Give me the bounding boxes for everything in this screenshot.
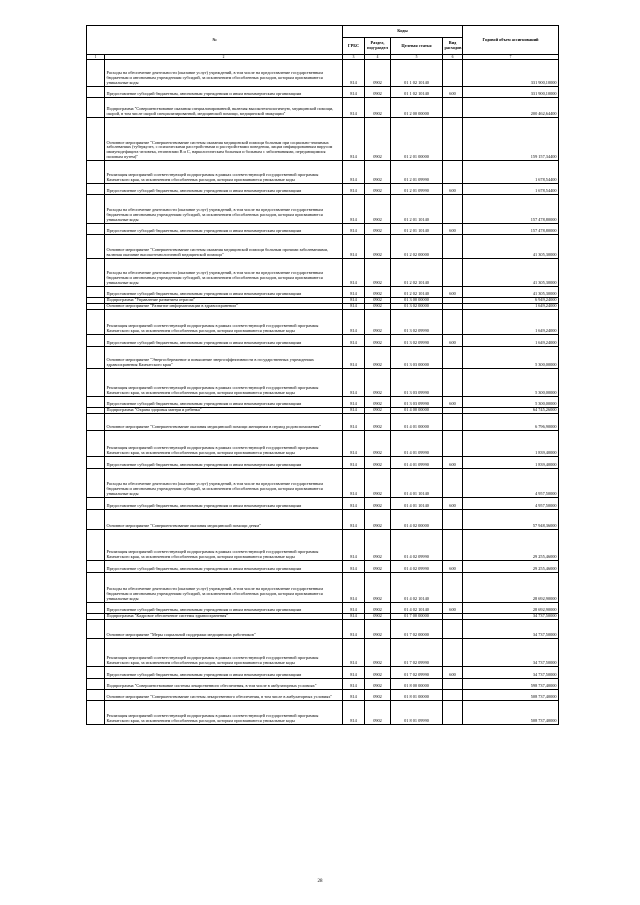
table-row [87, 98, 559, 118]
cell-amount: 331 900,10000 [463, 87, 559, 98]
cell-target-article: 01 4 01 00000 [391, 414, 443, 431]
cell-description: Расходы на обеспечение деятельности (оказание услуг) учреждений, в том числе на предоставление государственным бюджетным и автономным учреждениям субсидий, за исключением обособленных расходов, которым присваиваются уникальные коды [105, 259, 343, 287]
cell-expense-type [443, 369, 463, 397]
cell-target-article: 01 1 02 10140 [391, 87, 443, 98]
cell-grbs: 814 [343, 347, 365, 369]
cell-amount: 1 678,54400 [463, 161, 559, 184]
column-number: 5 [391, 55, 443, 60]
cell-amount: 34 737,50000 [463, 614, 559, 620]
cell-section: 0902 [365, 701, 391, 725]
cell-description: Предоставление субсидий бюджетным, автономным учреждениям и иным некоммерческим организациям [105, 603, 343, 614]
budget-table [86, 25, 559, 725]
cell-number [87, 469, 105, 498]
cell-grbs: 814 [343, 224, 365, 235]
table-row [87, 690, 559, 701]
table-row [87, 457, 559, 469]
cell-target-article: 01 7 02 00000 [391, 620, 443, 639]
cell-section: 0902 [365, 457, 391, 469]
cell-number [87, 287, 105, 298]
cell-amount: 508 737,40000 [463, 690, 559, 701]
cell-expense-type: 600 [443, 184, 463, 195]
cell-description: Реализация мероприятий соответствующей подпрограммы в рамках соответствующей государственной программы Камчатского края, за исключением обособленных расходов, которым присваиваются уникальные коды [105, 161, 343, 184]
table-row [87, 184, 559, 195]
cell-expense-type [443, 510, 463, 530]
cell-amount: 5 300,00000 [463, 397, 559, 408]
cell-description: Основное мероприятие "Совершенствование системы лекарственного обеспечения, в том числе в амбулаторных условиях" [105, 690, 343, 701]
cell-target-article: 01 2 02 00000 [391, 235, 443, 259]
cell-description: Предоставление субсидий бюджетным, автономным учреждениям и иным некоммерческим организациям [105, 457, 343, 469]
cell-amount: 41 305,30000 [463, 235, 559, 259]
cell-section: 0902 [365, 118, 391, 161]
table-row [87, 87, 559, 98]
cell-target-article: 01 4 01 10140 [391, 498, 443, 510]
cell-grbs: 814 [343, 87, 365, 98]
table-row [87, 161, 559, 184]
cell-amount: 34 737,50000 [463, 639, 559, 667]
table-row [87, 469, 559, 498]
cell-number [87, 184, 105, 195]
cell-amount: 34 737,50000 [463, 620, 559, 639]
table-row [87, 667, 559, 679]
cell-expense-type [443, 469, 463, 498]
cell-amount: 4 957,50000 [463, 498, 559, 510]
cell-description: Основное мероприятие "Совершенствование системы оказания медицинской помощи больным при социально-значимых заболеваниях (туберкулез, с психическими расстройствами и расстройствами поведения, лицам инфицированным вирусом иммунодефицита человека, гепатитами В и С, наркологическим больным и больным с заболеваниями, передающимися половым путем)" [105, 118, 343, 161]
cell-number [87, 498, 105, 510]
cell-grbs: 814 [343, 118, 365, 161]
cell-number [87, 561, 105, 573]
cell-grbs: 814 [343, 195, 365, 224]
cell-grbs: 814 [343, 431, 365, 457]
cell-section: 0902 [365, 530, 391, 561]
cell-grbs: 814 [343, 184, 365, 195]
cell-number [87, 690, 105, 701]
cell-number [87, 60, 105, 87]
cell-expense-type [443, 573, 463, 603]
cell-expense-type [443, 530, 463, 561]
cell-number [87, 530, 105, 561]
budget-sheet [86, 25, 558, 725]
header-expense-type: Вид расходов [443, 38, 463, 55]
table-row [87, 397, 559, 408]
cell-description: Основное мероприятие "Совершенствование оказания медицинской помощи детям" [105, 510, 343, 530]
cell-description: Основное мероприятие "Совершенствование оказания медицинской помощи женщинам в период родовспоможения" [105, 414, 343, 431]
cell-grbs: 814 [343, 561, 365, 573]
table-row [87, 573, 559, 603]
cell-amount: 28 692,90000 [463, 573, 559, 603]
table-row [87, 310, 559, 335]
table-row [87, 369, 559, 397]
cell-target-article: 01 7 00 00000 [391, 614, 443, 620]
cell-section: 0902 [365, 620, 391, 639]
cell-amount: 57 948,36000 [463, 510, 559, 530]
cell-target-article: 01 4 02 10140 [391, 573, 443, 603]
cell-section: 0902 [365, 347, 391, 369]
cell-grbs: 814 [343, 510, 365, 530]
cell-grbs: 814 [343, 369, 365, 397]
table-row [87, 701, 559, 725]
cell-number [87, 335, 105, 347]
cell-amount: 1 649,24000 [463, 304, 559, 310]
cell-section: 0902 [365, 60, 391, 87]
cell-target-article: 01 4 02 10140 [391, 603, 443, 614]
cell-grbs: 814 [343, 397, 365, 408]
cell-expense-type: 600 [443, 335, 463, 347]
cell-expense-type [443, 259, 463, 287]
cell-number [87, 235, 105, 259]
cell-target-article: 01 2 02 10140 [391, 259, 443, 287]
cell-grbs: 814 [343, 639, 365, 667]
cell-target-article: 01 1 02 10140 [391, 60, 443, 87]
cell-section: 0902 [365, 235, 391, 259]
cell-description: Подпрограмма "Управление развитием отрасли" [105, 298, 343, 304]
cell-number [87, 603, 105, 614]
cell-amount: 1 649,24000 [463, 335, 559, 347]
cell-target-article: 01 2 01 10140 [391, 195, 443, 224]
table-row [87, 335, 559, 347]
table-row [87, 498, 559, 510]
cell-section: 0902 [365, 469, 391, 498]
cell-description: Подпрограмма "Совершенствование системы лекарственного обеспечения, в том числе в амбулаторных условиях" [105, 679, 343, 690]
table-row [87, 431, 559, 457]
cell-grbs: 814 [343, 287, 365, 298]
cell-grbs: 814 [343, 530, 365, 561]
cell-grbs: 814 [343, 259, 365, 287]
table-row [87, 347, 559, 369]
cell-expense-type: 600 [443, 561, 463, 573]
cell-description: Подпрограмма "Совершенствование оказания специализированной, включая высокотехнологичную, медицинской помощи, скорой, в том числе скорой специализированной, медицинской помощи, медицинской эвакуации" [105, 98, 343, 118]
cell-target-article: 01 3 03 00000 [391, 347, 443, 369]
cell-amount: 1 649,24000 [463, 310, 559, 335]
cell-description: Реализация мероприятий соответствующей подпрограммы в рамках соответствующей государственной программы Камчатского края, за исключением обособленных расходов, которым присваиваются уникальные коды [105, 530, 343, 561]
header-grbs: ГРБС [343, 38, 365, 55]
cell-section: 0902 [365, 431, 391, 457]
cell-grbs: 814 [343, 701, 365, 725]
cell-amount: 157 478,80000 [463, 195, 559, 224]
cell-expense-type [443, 431, 463, 457]
cell-description: Основное мероприятие "Меры социальной поддержки медицинских работников" [105, 620, 343, 639]
cell-grbs: 814 [343, 60, 365, 87]
cell-amount: 6 796,90000 [463, 414, 559, 431]
table-row [87, 679, 559, 690]
cell-amount: 331 900,10000 [463, 60, 559, 87]
cell-target-article: 01 2 01 00000 [391, 118, 443, 161]
cell-expense-type [443, 195, 463, 224]
cell-description: Реализация мероприятий соответствующей подпрограммы в рамках соответствующей государственной программы Камчатского края, за исключением обособленных расходов, которым присваиваются уникальные коды [105, 310, 343, 335]
table-row [87, 603, 559, 614]
cell-target-article: 01 2 01 10140 [391, 224, 443, 235]
cell-description: Подпрограмма "Кадровое обеспечение системы здравоохранения" [105, 614, 343, 620]
cell-section: 0902 [365, 397, 391, 408]
cell-description: Реализация мероприятий соответствующей подпрограммы в рамках соответствующей государственной программы Камчатского края, за исключением обособленных расходов, которым присваиваются уникальные коды [105, 639, 343, 667]
table-row [87, 287, 559, 298]
table-row [87, 224, 559, 235]
cell-grbs: 814 [343, 469, 365, 498]
cell-description: Расходы на обеспечение деятельности (оказание услуг) учреждений, в том числе на предоставление государственным бюджетным и автономным учреждениям субсидий, за исключением обособленных расходов, которым присваиваются уникальные коды [105, 60, 343, 87]
cell-amount: 508 737,40000 [463, 701, 559, 725]
cell-section: 0902 [365, 614, 391, 620]
cell-section: 0902 [365, 335, 391, 347]
cell-amount: 598 737,40000 [463, 679, 559, 690]
cell-grbs: 814 [343, 298, 365, 304]
cell-description: Предоставление субсидий бюджетным, автономным учреждениям и иным некоммерческим организациям [105, 335, 343, 347]
cell-number [87, 397, 105, 408]
cell-description: Предоставление субсидий бюджетным, автономным учреждениям и иным некоммерческим организациям [105, 287, 343, 298]
cell-amount: 5 300,00000 [463, 347, 559, 369]
cell-description: Предоставление субсидий бюджетным, автономным учреждениям и иным некоммерческим организациям [105, 224, 343, 235]
cell-number [87, 118, 105, 161]
cell-expense-type: 600 [443, 667, 463, 679]
cell-expense-type: 600 [443, 87, 463, 98]
page-number: 28 [317, 879, 323, 884]
cell-section: 0902 [365, 87, 391, 98]
cell-target-article: 01 4 02 09990 [391, 561, 443, 573]
table-row [87, 530, 559, 561]
table-row [87, 510, 559, 530]
cell-amount: 159 157,34400 [463, 118, 559, 161]
cell-amount: 4 957,50000 [463, 469, 559, 498]
cell-expense-type [443, 310, 463, 335]
cell-target-article: 01 2 00 00000 [391, 98, 443, 118]
cell-target-article: 01 2 01 09990 [391, 184, 443, 195]
table-row [87, 414, 559, 431]
cell-section: 0902 [365, 161, 391, 184]
cell-target-article: 01 2 01 09990 [391, 161, 443, 184]
cell-grbs: 814 [343, 667, 365, 679]
cell-target-article: 01 7 02 09990 [391, 667, 443, 679]
cell-grbs: 814 [343, 304, 365, 310]
cell-amount: 28 692,90000 [463, 603, 559, 614]
cell-description: Предоставление субсидий бюджетным, автономным учреждениям и иным некоммерческим организациям [105, 87, 343, 98]
cell-amount: 157 478,80000 [463, 224, 559, 235]
cell-number [87, 573, 105, 603]
cell-target-article: 01 4 01 09990 [391, 457, 443, 469]
cell-grbs: 814 [343, 573, 365, 603]
cell-section: 0902 [365, 510, 391, 530]
cell-target-article: 01 2 02 10140 [391, 287, 443, 298]
cell-section: 0902 [365, 184, 391, 195]
cell-target-article: 01 8 01 00000 [391, 690, 443, 701]
header-section: Раздел, под-раздел [365, 38, 391, 55]
table-row [87, 259, 559, 287]
cell-section: 0902 [365, 690, 391, 701]
cell-target-article: 01 4 01 09990 [391, 431, 443, 457]
cell-amount: 1 839,40000 [463, 431, 559, 457]
cell-section: 0902 [365, 573, 391, 603]
cell-grbs: 814 [343, 498, 365, 510]
cell-section: 0902 [365, 679, 391, 690]
cell-description: Предоставление субсидий бюджетным, автономным учреждениям и иным некоммерческим организациям [105, 397, 343, 408]
cell-number [87, 414, 105, 431]
cell-amount: 29 255,46000 [463, 561, 559, 573]
cell-target-article: 01 8 00 00000 [391, 679, 443, 690]
cell-grbs: 814 [343, 614, 365, 620]
cell-number [87, 369, 105, 397]
cell-expense-type [443, 235, 463, 259]
cell-target-article: 01 3 02 09990 [391, 335, 443, 347]
cell-number [87, 98, 105, 118]
cell-section: 0902 [365, 498, 391, 510]
cell-grbs: 814 [343, 679, 365, 690]
cell-grbs: 814 [343, 235, 365, 259]
table-row [87, 118, 559, 161]
cell-section: 0902 [365, 287, 391, 298]
cell-section: 0902 [365, 224, 391, 235]
header-target-article: Целевая статья [391, 38, 443, 55]
cell-section: 0902 [365, 304, 391, 310]
cell-target-article: 01 3 03 09990 [391, 369, 443, 397]
cell-description: Расходы на обеспечение деятельности (оказание услуг) учреждений, в том числе на предоставление государственным бюджетным и автономным учреждениям субсидий, за исключением обособленных расходов, которым присваиваются уникальные коды [105, 469, 343, 498]
cell-grbs: 814 [343, 161, 365, 184]
cell-section: 0902 [365, 259, 391, 287]
cell-target-article: 01 4 02 09990 [391, 530, 443, 561]
cell-expense-type: 600 [443, 498, 463, 510]
cell-section: 0902 [365, 98, 391, 118]
cell-grbs: 814 [343, 620, 365, 639]
cell-target-article: 01 8 01 09990 [391, 701, 443, 725]
cell-number [87, 161, 105, 184]
cell-description: Предоставление субсидий бюджетным, автономным учреждениям и иным некоммерческим организациям [105, 561, 343, 573]
header-annual-amount: Годовой объем ассигнований [463, 26, 559, 55]
cell-amount: 1 678,54400 [463, 184, 559, 195]
cell-grbs: 814 [343, 98, 365, 118]
cell-description: Основное мероприятие "Энергосбережение и повышение энергоэффективности в государственных учреждениях здравоохранения Камчатского края" [105, 347, 343, 369]
cell-grbs: 814 [343, 310, 365, 335]
cell-number [87, 667, 105, 679]
cell-expense-type [443, 414, 463, 431]
cell-number [87, 679, 105, 690]
cell-amount: 6 949,24000 [463, 298, 559, 304]
cell-expense-type: 600 [443, 457, 463, 469]
cell-grbs: 814 [343, 335, 365, 347]
cell-amount: 200 462,64400 [463, 98, 559, 118]
cell-section: 0902 [365, 369, 391, 397]
cell-description: Предоставление субсидий бюджетным, автономным учреждениям и иным некоммерческим организациям [105, 667, 343, 679]
header-codes: Коды [343, 26, 463, 38]
cell-expense-type: 600 [443, 603, 463, 614]
column-number: 4 [365, 55, 391, 60]
cell-expense-type [443, 60, 463, 87]
cell-target-article: 01 4 02 00000 [391, 510, 443, 530]
cell-expense-type [443, 690, 463, 701]
cell-target-article: 01 4 00 00000 [391, 408, 443, 414]
column-number: 2 [105, 55, 343, 60]
cell-section: 0902 [365, 408, 391, 414]
cell-number [87, 87, 105, 98]
cell-expense-type: 600 [443, 224, 463, 235]
cell-number [87, 347, 105, 369]
cell-expense-type [443, 639, 463, 667]
cell-grbs: 814 [343, 408, 365, 414]
cell-expense-type [443, 620, 463, 639]
cell-description: Расходы на обеспечение деятельности (оказание услуг) учреждений, в том числе на предоставление государственным бюджетным и автономным учреждениям субсидий, за исключением обособленных расходов, которым присваиваются уникальные коды [105, 195, 343, 224]
cell-section: 0902 [365, 603, 391, 614]
cell-amount: 41 305,30000 [463, 287, 559, 298]
cell-grbs: 814 [343, 690, 365, 701]
cell-amount: 5 300,00000 [463, 369, 559, 397]
cell-target-article: 01 3 02 09990 [391, 310, 443, 335]
cell-expense-type [443, 161, 463, 184]
cell-number [87, 224, 105, 235]
cell-number [87, 457, 105, 469]
cell-amount: 41 305,30000 [463, 259, 559, 287]
table-row [87, 60, 559, 87]
column-number: 7 [463, 55, 559, 60]
cell-number [87, 510, 105, 530]
cell-number [87, 620, 105, 639]
cell-number [87, 639, 105, 667]
column-number: 6 [443, 55, 463, 60]
cell-section: 0902 [365, 298, 391, 304]
table-body [87, 60, 559, 725]
cell-expense-type [443, 347, 463, 369]
cell-amount: 64 745,26000 [463, 408, 559, 414]
header-number: № [87, 26, 343, 55]
table-row [87, 639, 559, 667]
cell-target-article: 01 7 02 09990 [391, 639, 443, 667]
cell-number [87, 195, 105, 224]
table-row [87, 620, 559, 639]
cell-expense-type [443, 701, 463, 725]
cell-section: 0902 [365, 561, 391, 573]
cell-expense-type: 600 [443, 287, 463, 298]
cell-grbs: 814 [343, 603, 365, 614]
cell-amount: 34 737,50000 [463, 667, 559, 679]
cell-expense-type [443, 98, 463, 118]
cell-section: 0902 [365, 310, 391, 335]
cell-amount: 29 255,46000 [463, 530, 559, 561]
table-row [87, 561, 559, 573]
cell-number [87, 701, 105, 725]
cell-target-article: 01 3 03 09990 [391, 397, 443, 408]
cell-target-article: 01 3 00 00000 [391, 298, 443, 304]
cell-description: Предоставление субсидий бюджетным, автономным учреждениям и иным некоммерческим организациям [105, 184, 343, 195]
column-number: 3 [343, 55, 365, 60]
cell-grbs: 814 [343, 414, 365, 431]
cell-description: Основное мероприятие "Совершенствование системы оказания медицинской помощи больным прочими заболеваниями, включая оказание высокотехнологичной медицинской помощи" [105, 235, 343, 259]
cell-amount: 1 839,40000 [463, 457, 559, 469]
cell-number [87, 310, 105, 335]
cell-section: 0902 [365, 639, 391, 667]
table-row [87, 235, 559, 259]
cell-number [87, 431, 105, 457]
cell-expense-type [443, 118, 463, 161]
cell-description: Расходы на обеспечение деятельности (оказание услуг) учреждений, в том числе на предоставление государственным бюджетным и автономным учреждениям субсидий, за исключением обособленных расходов, которым присваиваются уникальные коды [105, 573, 343, 603]
cell-description: Основное мероприятие "Развитие информатизации в здравоохранении" [105, 304, 343, 310]
column-number: 1 [87, 55, 105, 60]
cell-description: Предоставление субсидий бюджетным, автономным учреждениям и иным некоммерческим организациям [105, 498, 343, 510]
cell-target-article: 01 4 01 10140 [391, 469, 443, 498]
cell-description: Подпрограмма "Охрана здоровья матери и ребенка" [105, 408, 343, 414]
cell-expense-type [443, 679, 463, 690]
cell-description: Реализация мероприятий соответствующей подпрограммы в рамках соответствующей государственной программы Камчатского края, за исключением обособленных расходов, которым присваиваются уникальные коды [105, 701, 343, 725]
cell-grbs: 814 [343, 457, 365, 469]
cell-number [87, 259, 105, 287]
table-row [87, 195, 559, 224]
cell-target-article: 01 3 02 00000 [391, 304, 443, 310]
cell-section: 0902 [365, 667, 391, 679]
cell-section: 0902 [365, 414, 391, 431]
cell-description: Реализация мероприятий соответствующей подпрограммы в рамках соответствующей государственной программы Камчатского края, за исключением обособленных расходов, которым присваиваются уникальные коды [105, 369, 343, 397]
cell-description: Реализация мероприятий соответствующей подпрограммы в рамках соответствующей государственной программы Камчатского края, за исключением обособленных расходов, которым присваиваются уникальные коды [105, 431, 343, 457]
cell-expense-type: 600 [443, 397, 463, 408]
cell-section: 0902 [365, 195, 391, 224]
